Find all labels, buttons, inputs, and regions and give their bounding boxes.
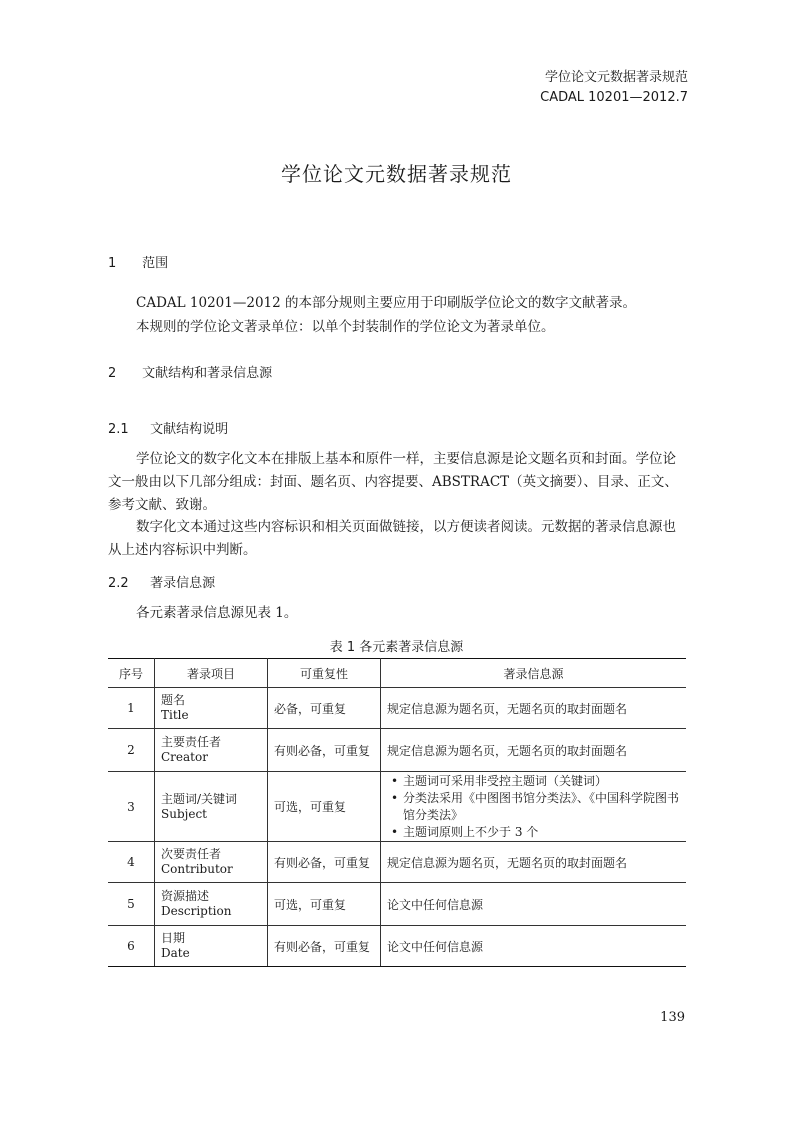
section-2-2-heading <box>108 572 215 591</box>
column-header: 可重复性 <box>268 659 381 688</box>
column-header: 序号 <box>108 659 155 688</box>
section-2-heading <box>108 362 272 381</box>
row-number: 3 <box>108 772 155 842</box>
item-name-en: Title <box>161 708 189 722</box>
running-header-code: CADAL 10201—2012.7 <box>540 90 688 105</box>
page-number: 139 <box>660 1010 685 1025</box>
section-number: 2.2 <box>108 576 129 591</box>
table-row <box>108 729 686 772</box>
item-name-cn: 日期 <box>161 931 186 945</box>
item-name-cn: 主题词/关键词 <box>161 791 238 806</box>
item-cell <box>155 883 268 926</box>
table-caption: 表 1 各元素著录信息源 <box>329 640 464 655</box>
item-name-en: Date <box>161 946 190 960</box>
section-number: 2.1 <box>108 422 129 437</box>
column-header: 著录项目 <box>155 659 268 688</box>
row-number: 5 <box>108 883 155 926</box>
item-name-en: Contributor <box>161 862 233 876</box>
paragraph: 本规则的学位论文著录单位：以单个封装制作的学位论文为著录单位。 <box>136 319 555 335</box>
table-row <box>108 772 686 842</box>
repeatability-cell: 必备，可重复 <box>268 688 381 729</box>
item-name-en: Subject <box>161 806 207 821</box>
paragraph: 数字化文本通过这些内容标识和相关页面做链接，以方便读者阅读。元数据的著录信息源也从上述内容标识中判断。 <box>108 519 676 558</box>
repeatability-cell: 可选，可重复 <box>268 772 381 842</box>
source-cell <box>381 772 687 842</box>
table-header-row <box>108 659 686 688</box>
paragraph: 学位论文的数字化文本在排版上基本和原件一样，主要信息源是论文题名页和封面。学位论文一般由以下几部分组成：封面、题名页、内容提要、ABSTRACT（英文摘要）、目录、正文、参考文献、致谢。 <box>108 451 678 513</box>
table-row <box>108 842 686 883</box>
bullet-list <box>387 773 680 841</box>
item-cell <box>155 842 268 883</box>
table-row <box>108 883 686 926</box>
row-number: 6 <box>108 926 155 967</box>
item-cell <box>155 688 268 729</box>
repeatability-cell: 可选，可重复 <box>268 883 381 926</box>
repeatability-cell: 有则必备，可重复 <box>268 729 381 772</box>
section-number: 2 <box>108 366 117 381</box>
table-row <box>108 926 686 967</box>
section-2-1-heading <box>108 418 228 437</box>
section-title: 著录信息源 <box>150 576 216 591</box>
item-name-en: Creator <box>161 750 208 764</box>
column-header: 著录信息源 <box>381 659 687 688</box>
paragraph: 各元素著录信息源见表 1。 <box>136 605 298 621</box>
bullet-item: • 分类法采用《中图图书馆分类法》、《中国科学院图书馆分类法》 <box>387 790 680 824</box>
item-cell <box>155 772 268 842</box>
source-cell: 规定信息源为题名页，无题名页的取封面题名 <box>381 688 687 729</box>
section-title: 范围 <box>142 256 169 271</box>
item-name-en: Description <box>161 904 232 918</box>
metadata-source-table <box>108 658 686 967</box>
source-cell: 规定信息源为题名页，无题名页的取封面题名 <box>381 729 687 772</box>
section-title: 文献结构说明 <box>150 422 229 437</box>
item-name-cn: 次要责任者 <box>161 847 222 861</box>
source-cell: 论文中任何信息源 <box>381 926 687 967</box>
item-cell <box>155 926 268 967</box>
page-title: 学位论文元数据著录规范 <box>281 162 512 186</box>
item-cell <box>155 729 268 772</box>
paragraph: CADAL 10201—2012 的本部分规则主要应用于印刷版学位论文的数字文献著录。 <box>136 295 637 311</box>
repeatability-cell: 有则必备，可重复 <box>268 842 381 883</box>
item-name-cn: 题名 <box>161 693 186 707</box>
item-name-cn: 主要责任者 <box>161 735 222 749</box>
source-cell: 规定信息源为题名页，无题名页的取封面题名 <box>381 842 687 883</box>
item-name-cn: 资源描述 <box>161 889 210 903</box>
running-header-title: 学位论文元数据著录规范 <box>544 70 688 85</box>
row-number: 4 <box>108 842 155 883</box>
section-number: 1 <box>108 256 117 271</box>
table-row <box>108 688 686 729</box>
repeatability-cell: 有则必备，可重复 <box>268 926 381 967</box>
source-cell: 论文中任何信息源 <box>381 883 687 926</box>
row-number: 1 <box>108 688 155 729</box>
section-1-heading <box>108 252 168 271</box>
bullet-item: • 主题词原则上不少于 3 个 <box>387 824 680 841</box>
bullet-item: • 主题词可采用非受控主题词（关键词） <box>387 773 680 790</box>
row-number: 2 <box>108 729 155 772</box>
section-title: 文献结构和著录信息源 <box>142 366 273 381</box>
